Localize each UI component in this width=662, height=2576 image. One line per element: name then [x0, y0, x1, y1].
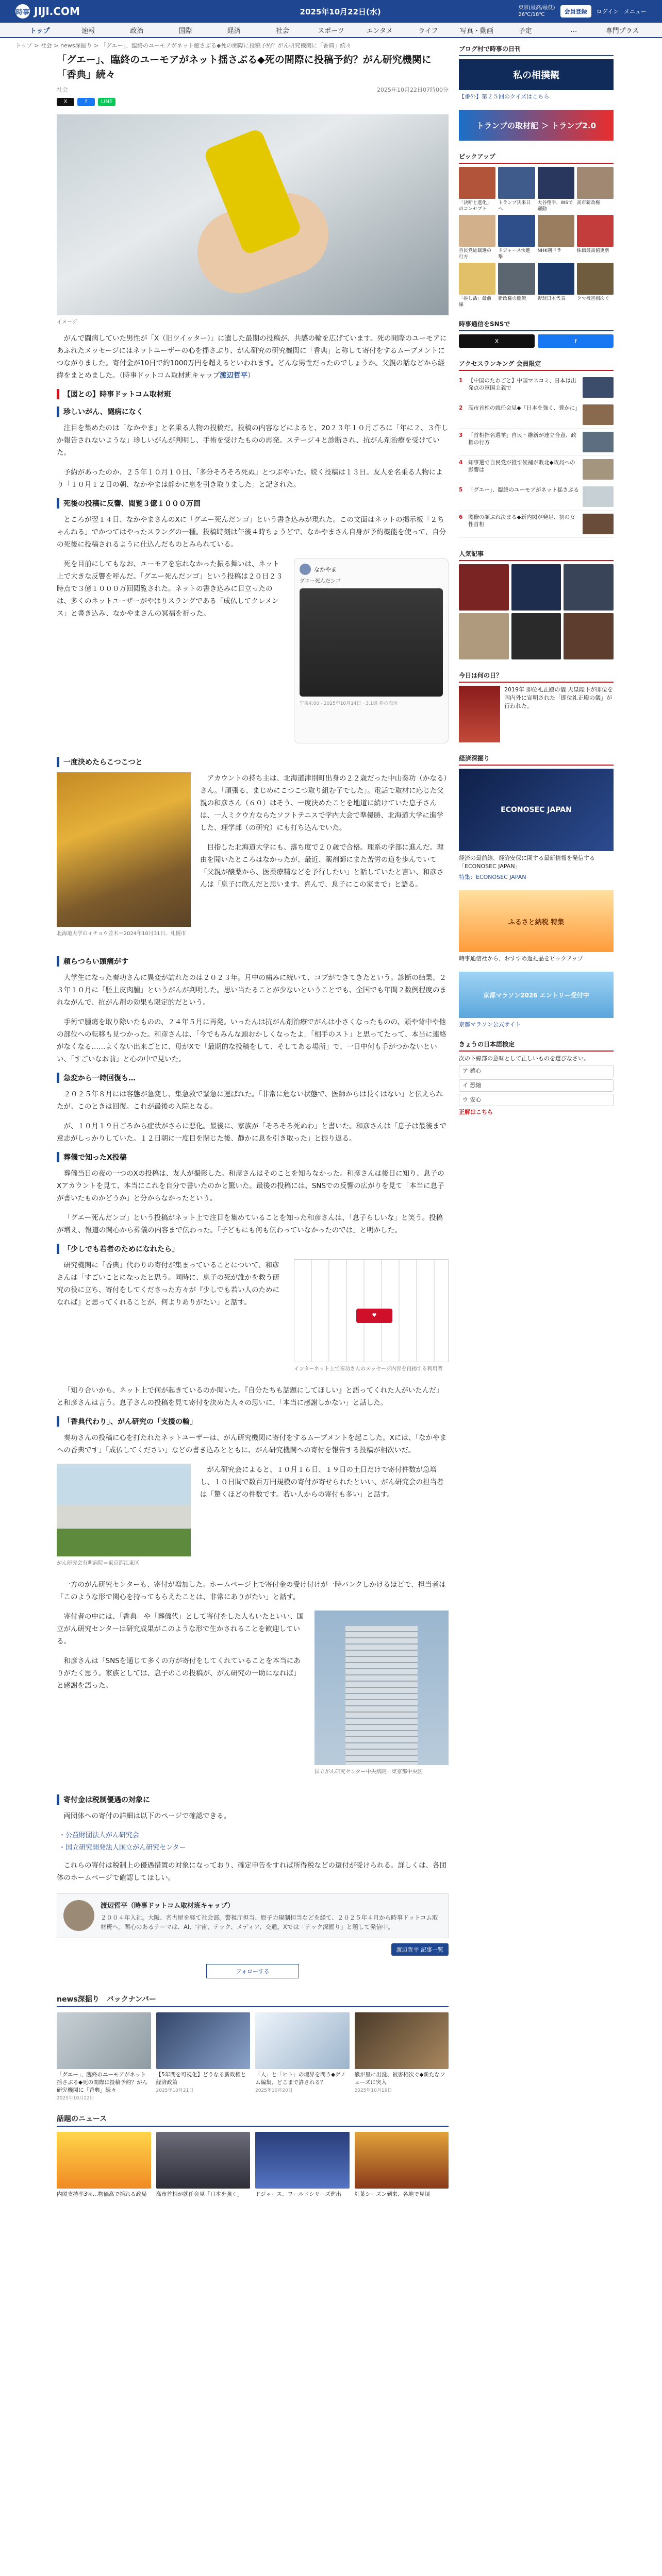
people-item[interactable] — [564, 564, 614, 611]
nav-item-life[interactable]: ライフ — [418, 27, 438, 35]
pickup-item[interactable] — [577, 263, 614, 308]
header-date: 2025年10月22日(水) — [300, 7, 381, 16]
sns-box — [459, 317, 614, 348]
hospital-image — [57, 1464, 191, 1556]
ranking-item[interactable] — [459, 483, 614, 511]
card-thumb — [57, 2012, 151, 2069]
today-heading: 今日は何の日？ — [459, 669, 614, 683]
figure-ginkgo — [57, 772, 191, 944]
related-card[interactable] — [156, 2012, 251, 2101]
figure-doorsign — [294, 1259, 449, 1379]
hero-caption: イメージ — [57, 319, 77, 325]
ranking-thumb — [583, 404, 614, 425]
follow-button[interactable]: フォローする — [206, 1964, 299, 1978]
global-nav — [0, 23, 662, 38]
doorsign-hand: ♥ — [356, 1309, 392, 1323]
card-date: 2025年10月20日 — [255, 2088, 293, 2093]
nav-item-breaking[interactable]: 速報 — [81, 27, 95, 35]
pickup-item[interactable] — [498, 167, 535, 212]
people-item[interactable] — [459, 613, 509, 659]
share-line-button[interactable]: LINE — [98, 98, 115, 106]
trump-ad[interactable]: トランプの取材記 ＞ トランプ2.0 — [459, 110, 614, 141]
today-image — [459, 686, 500, 742]
login-link[interactable]: ログイン — [596, 8, 619, 15]
pickup-thumb — [577, 167, 614, 199]
ranking-item[interactable] — [459, 429, 614, 456]
pickup-thumb — [498, 215, 535, 247]
article-main — [57, 53, 449, 2211]
section-heading-3: 一度決めたらこつこつと — [57, 757, 449, 767]
related-card[interactable] — [57, 2012, 151, 2101]
recent-heading: 話題のニュース — [57, 2113, 449, 2127]
pickup-thumb — [577, 215, 614, 247]
quiz-question: 次の下線部の意味として正しいものを選びなさい。 — [459, 1055, 589, 1062]
pickup-title: 「推し活」最前線 — [459, 296, 492, 308]
section-heading-5: 急変から一時回復も… — [57, 1073, 449, 1083]
card-thumb — [255, 2012, 350, 2069]
recent-card[interactable] — [255, 2132, 350, 2198]
econ-heading: 経済深掘り — [459, 752, 614, 766]
tweet-header — [300, 564, 443, 575]
card-thumb — [156, 2012, 251, 2069]
furusato-banner[interactable]: ふるさと納税 特集 — [459, 890, 614, 952]
pickup-thumb — [459, 263, 495, 295]
card-title: 内閣支持率3％…物価高で揺れる政局 — [57, 2191, 147, 2197]
ranking-title: 「首相指名選挙」自民・維新が連立合意、政権の行方 — [468, 432, 576, 446]
people-thumb — [511, 564, 561, 611]
section-heading-6: 葬儀で知ったX投稿 — [57, 1152, 449, 1162]
people-item[interactable] — [511, 613, 561, 659]
nav-item-plus[interactable]: 専門プラス — [605, 27, 639, 35]
pickup-item[interactable] — [459, 263, 495, 308]
pickup-title: NHK朝ドラ — [537, 248, 561, 253]
paragraph: 奏功さんの投稿に心を打たれたネットユーザーは、がん研究機関に寄付をするムーブメントを起こした。Xには、「なかやまへの香典です」「成仏してください」などの書き込みとともに、がん研究機関への寄付を報告する投稿が相次いだ。 — [57, 1434, 447, 1454]
pickup-thumb — [459, 167, 495, 199]
card-thumb — [255, 2132, 350, 2189]
pickup-thumb — [538, 167, 574, 199]
logo-mark: 時事 — [15, 4, 30, 19]
section-heading-2: 死後の投稿に反響、閲覧３億１０００万回 — [57, 498, 449, 509]
ranking-heading: アクセスランキング 会員限定 — [459, 357, 614, 371]
article-title: 「グエー」、臨終のユーモアがネット揺さぶる◆死の間際に投稿予約？がん研究機関に「香典」続々 — [57, 54, 432, 80]
ranking-title: 高市首相の就任会見◆「日本を強く、豊かに」 — [468, 405, 581, 411]
card-thumb — [355, 2132, 449, 2189]
paragraph: 和彦さんは「SNSを通じて多くの方が寄付をしてくれていることを本当にありがたく思う。家族としては、息子のこの投稿が、がん研究の一助になれば」と感謝を語った。 — [57, 1657, 301, 1690]
card-title: ドジャース、ワールドシリーズ進出 — [255, 2191, 341, 2197]
doorsign-image — [294, 1259, 449, 1362]
rank-number: 3 — [459, 432, 463, 438]
nav-item-world[interactable]: 国際 — [178, 27, 192, 35]
top-bar — [0, 0, 662, 23]
article-datetime: 2025年10月22日07時00分 — [377, 87, 449, 93]
ranking-list — [459, 374, 614, 538]
paragraph: 研究機関に「香典」代わりの寄付が集まっていることについて、和彦さんは「すごいことになったと思う。同時に、息子の死が誰かを救う研究の役に立ち、寄付をしてくださった方々が『少しでも若い人のためになれば』と思ってくれることが、何よりありがたい」と話す。 — [57, 1261, 279, 1307]
article-category[interactable]: 社会 — [57, 87, 68, 93]
building-caption: 国立がん研究センター中央病院＝東京都中央区 — [315, 1769, 423, 1775]
ranking-item[interactable] — [459, 456, 614, 483]
sidebar-top-banner-label: ブログ村で時事の日刊 — [459, 42, 614, 56]
logo-text: JIJI.COM — [34, 5, 80, 18]
paragraph: 葬儀当日の夜の一つのXの投稿は、友人が撮影した。和彦さんはそのことを知らなかった。和彦さんは後日に知り、息子のXアカウントを見て、本当にこれを自分で書いたのかと驚いた。最後の投稿には、SNSでの反響の広がりを見て「本当に息子が書いたものかどうか」と分からなかったという。 — [57, 1170, 444, 1202]
pickup-grid — [459, 167, 614, 308]
quiz-heading: きょうの日本語検定 — [459, 1038, 614, 1052]
paragraph: これらの寄付は税制上の優遇措置の対象になっており、確定申告をすれば所得税などの還付が受けられる。詳しくは、各団体のホームページで確認してほしい。 — [57, 1861, 446, 1882]
recent-card[interactable] — [355, 2132, 449, 2198]
ranking-title: 【中国のたわごと】中国マスコミ、日本は出発点の軍国主義で — [468, 378, 576, 391]
nav-item-schedule[interactable]: 予定 — [518, 27, 532, 35]
pickup-title: 株価最高値更新 — [576, 248, 609, 253]
author-photo — [63, 1900, 94, 1931]
site-logo[interactable] — [15, 4, 80, 19]
nav-item-top[interactable]: トップ — [29, 27, 50, 35]
people-heading: 人気記事 — [459, 547, 614, 561]
pickup-item[interactable] — [498, 215, 535, 260]
weather[interactable]: 東京(最高/最低) 26℃/18℃ — [518, 5, 555, 18]
figure-hospital — [57, 1464, 191, 1573]
ranking-thumb — [583, 377, 614, 398]
hospital-caption: がん研究会有明病院＝東京都江東区 — [57, 1561, 139, 1566]
paragraph: 予約があったのか、２５年１０月１０日、「多分そろそろ死ぬ」とつぶやいた。続く投稿は１３日。友人を名乗る人物により「１０月１２日の朝、なかやまは静かに息を引き取りました」と記された。 — [57, 468, 443, 489]
card-title: 熊が里に出没、被害相次ぐ◆新たなフェーズに突入 — [354, 2072, 445, 2086]
ranking-title: 「グエー」、臨終のユーモアがネット揺さぶる — [468, 487, 580, 493]
paragraph: 手術で腫瘍を取り除いたものの、２４年５月に再発。いったんは抗がん剤治療でがんは小さくなったものの、頭や背中や他の部位への転移も見つかった。和彦さんは、「今でもみんな頭おかしくなったよ」「相手のスト」と思ってたって、本当に連絡がなくなる……よくない出来ごとに、母がXで「最期的な投稿をして、そしてある場所」で、一日中何も手がつかないといい、「すごいなお前」と心の中で見いた。 — [57, 1018, 446, 1063]
ranking-thumb — [583, 486, 614, 507]
share-x-button[interactable]: X — [57, 98, 74, 106]
pickup-item[interactable] — [577, 167, 614, 212]
related-cards — [57, 2012, 449, 2101]
quiz-option[interactable]: イ 恐縮 — [459, 1079, 614, 1092]
pickup-item[interactable] — [538, 215, 574, 260]
sns-facebook-button[interactable]: f — [538, 334, 614, 348]
hero-image — [57, 114, 449, 315]
rank-number: 1 — [459, 378, 463, 384]
nav-item-entame[interactable]: エンタメ — [366, 27, 393, 35]
pickup-thumb — [538, 263, 574, 295]
furusato-box[interactable] — [459, 890, 614, 962]
econ-box — [459, 752, 614, 881]
pickup-thumb — [577, 263, 614, 295]
people-thumb — [459, 613, 509, 659]
ranking-title: 知事選で自民党が推す候補が敗北◆政局への影響は — [468, 460, 575, 473]
card-title: 「グエー」、臨終のユーモアがネット揺さぶる◆死の間際に投稿予約？がん研究機関に「香典」続々 — [57, 2072, 148, 2093]
author-articles-button[interactable]: 渡辺哲平 記事一覧 — [391, 1943, 449, 1956]
pickup-item[interactable] — [577, 215, 614, 260]
breadcrumb[interactable]: トップ > 社会 > news深掘り > 「グエー」、臨終のユーモアがネット癒さぶる◆死の間際に投稿予約？がん研究機関に「香典」続々 — [15, 42, 352, 49]
pickup-title: クマ被害相次ぐ — [576, 296, 609, 301]
nav-item-photo[interactable]: 写真・動画 — [459, 27, 493, 35]
people-item[interactable] — [459, 564, 509, 611]
paragraph: 大学生になった奏功さんに異変が訪れたのは２０２３年。月中の痛みに続いて、コブができてきたという。診断の結果、２３年１０月に「胚上皮肉腫」というがんが判明した。思い当たることが少ないということでも、全国でも年間２数例程度のまれながんで、抗がん剤の効果も限定的だという。 — [57, 974, 446, 1007]
card-date: 2025年10月22日 — [57, 2096, 94, 2101]
card-thumb — [57, 2132, 151, 2189]
link-ncc[interactable]: ・国立研究開発法人国立がん研究センター — [59, 1844, 186, 1852]
ranking-title: 閣僚の顔ぶれ決まる◆新内閣が発足、初の女性首相 — [468, 514, 575, 528]
ranking-thumb — [583, 459, 614, 480]
card-thumb — [156, 2132, 251, 2189]
paragraph: 「知り合いから、ネット上で何が起きているのか聞いた。『自分たちも話題にしてほしい』と語ってくれた人がいたんだ」と和彦さんは言う。息子さんの投稿を見て寄付を決めた人々の思いに、「本当に感謝しかない」と話した。 — [57, 1386, 443, 1407]
pickup-title: 野球日本代表 — [537, 296, 566, 301]
paragraph: 「グエー死んだンゴ」という投稿がネット上で注目を集めていることを知った和彦さんは、「息子らしいな」と笑う。投稿が増え、報道の関心から葬儀の内容まで伝わった。「子どもにも何も伝わっていなかったのでは」と明かした。 — [57, 1214, 443, 1234]
lead-text: がんで闘病していた男性が「X（旧ツイッター）」に遺した最期の投稿が、共感の輪を広げています。死の間際のユーモアにあふれたメッセージにはネットユーザーの心を揺さぶり、がん研究の研究機関に「香典」と称して寄付をするムーブメントにつながりました。寄付金が10日で約1000万円を超えるといわれます。どんな男性だったのでしょうか。父親の話などから経緯をまとめました。（時事ドットコム取材班キャップ — [57, 334, 447, 380]
pickup-item[interactable] — [459, 167, 495, 212]
contents-label: 【図との】時事ドットコム取材班 — [57, 389, 449, 399]
paragraph: ２０２５年８月には容態が急変し、集急救で緊急に運ばれた。「非常に危ない状態で、医師からは長くはない」と伝えられたが、このときは回復。これが最後の入院となる。 — [57, 1090, 443, 1111]
tweet-author: なかやま — [314, 566, 337, 573]
pickup-thumb — [498, 167, 535, 199]
pickup-box — [459, 150, 614, 308]
ranking-thumb — [583, 514, 614, 534]
pickup-title: 高市新政権 — [576, 200, 600, 206]
nav-item-more[interactable]: … — [570, 26, 577, 34]
register-button[interactable]: 会員登録 — [560, 5, 591, 18]
rank-number: 5 — [459, 487, 463, 493]
pickup-title: ドジャース快進撃 — [498, 248, 531, 260]
rank-number: 4 — [459, 460, 463, 466]
rank-number: 6 — [459, 514, 463, 520]
pickup-title: トランプ氏来日へ — [498, 200, 531, 212]
card-title: 【5年間を可視化】どうなる新政権と経済政策 — [156, 2072, 246, 2086]
ranking-item[interactable] — [459, 511, 614, 538]
related-heading: news深掘り バックナンバー — [57, 1994, 449, 2007]
card-date: 2025年10月21日 — [156, 2088, 194, 2093]
section-heading-1: 珍しいがん、闘病になく — [57, 406, 449, 417]
sidebar-top-banner[interactable] — [459, 42, 614, 100]
recent-card[interactable] — [57, 2132, 151, 2198]
pickup-heading: ピックアップ — [459, 150, 614, 164]
card-date: 2025年10月19日 — [354, 2088, 392, 2093]
menu-button[interactable]: メニュー — [623, 8, 647, 15]
pickup-title: 「決断と進化」のコンセプト — [459, 200, 492, 212]
section-heading-9: 寄付金は税制優遇の対象に — [57, 1794, 449, 1805]
doorsign-caption: インターネット上で奏功さんのメッセージ内容を再掲する利用者 — [294, 1366, 443, 1372]
marathon-link[interactable]: 京都マラソン公式サイト — [459, 1021, 521, 1028]
paragraph: がん研究会によると、１０月１６日、１９日の土日だけで寄付件数が急増し、１０日間で数百万円規模の寄付が寄せられたといい、がん研究会の担当者は「驚くほどの件数です。若い人からの寄付も多い」と話す。 — [200, 1466, 444, 1499]
tweet-footer: 午後4:00 · 2025年10月14日 · 3.1億 件の表示 — [300, 701, 398, 706]
today-text: 2019年 即位礼正殿の儀 天皇陛下が即位を国内外に宣明された「即位礼正殿の儀」が行われた。 — [504, 686, 613, 709]
paragraph: 注目を集めたのは「なかやま」と名乗る人物の投稿だ。投稿の内容などによると、20２３年１０月ごろに「年に２、３件しか報告されないような」珍しいがんが判明し、手術を受けたものの再発。ステージ４と診断され、抗がん剤治療を受けていた。 — [57, 424, 449, 457]
header-actions — [518, 5, 647, 18]
card-title: 「人」と「ヒト」の境界を問う◆ゲノム編集、どこまで許される？ — [255, 2072, 346, 2086]
ginkgo-image — [57, 772, 191, 927]
paragraph: 目指した北海道大学にも、落ち度で２０歳で合格。理系の学部に進んだ。理由を聞いたところはなかったが、最近、薬剤師にまた苦労の道を歩んでいて「父親が醸薬から、医薬療精などを予行したい」と話していたと言い、和彦さんは「息子に欣んだと思います。喜んで、息子にこの家まで」と語る。 — [200, 843, 444, 889]
quiz-answer-link[interactable]: 正解はこちら — [459, 1109, 493, 1115]
pickup-title: 大谷翔平、WSで躍動 — [537, 200, 573, 212]
ginkgo-caption: 北海道大学のイチョウ並木＝2024年10月31日、札幌市 — [57, 931, 186, 937]
card-thumb — [355, 2012, 449, 2069]
nav-item-sports[interactable]: スポーツ — [318, 27, 344, 35]
tweet-text: グエー死んだンゴ — [300, 579, 341, 584]
people-thumb — [564, 613, 614, 659]
pickup-item[interactable] — [538, 263, 574, 308]
quiz-box — [459, 1038, 614, 1116]
ranking-box — [459, 357, 614, 538]
related-card[interactable] — [255, 2012, 350, 2101]
avatar — [300, 564, 311, 575]
pickup-item[interactable] — [459, 215, 495, 260]
lead-author-link[interactable]: 渡辺哲平 — [220, 371, 248, 380]
people-box — [459, 547, 614, 659]
pickup-item[interactable] — [498, 263, 535, 308]
sidebar-ad1[interactable] — [459, 110, 614, 141]
paragraph: ところが翌１４日、なかやまさんのXに「グエー死んだンゴ」という書き込みが現れた。この文面はネットの掲示板「２ちゃんねる」でかつてはやったスラングの一種。投稿時刻は午後４時ちょうどで、なかやまさん自身が予約機能を使って、自分の死後に投稿されるように仕込んだものとみられている。 — [57, 516, 446, 549]
sns-x-button[interactable]: X — [459, 334, 535, 348]
people-thumb — [511, 613, 561, 659]
card-title: 高市首相が就任会見「日本を強く」 — [156, 2191, 243, 2197]
people-item[interactable] — [564, 613, 614, 659]
link-gan-kenkyukai[interactable]: ・公益財団法人がん研究会 — [59, 1832, 140, 1839]
people-grid — [459, 564, 614, 659]
paragraph: が、１０月１９日ごろから症状がさらに悪化。最後に、家族が「そろそろ死ぬわ」と書いた。和彦さんは「息子は最後まで意志がしっかりしていた。１２日朝に一度目を閉じた後、静かに息を引き取った」と振り返る。 — [57, 1122, 446, 1143]
ranking-item[interactable] — [459, 401, 614, 429]
marathon-box[interactable] — [459, 972, 614, 1028]
pickup-item[interactable] — [538, 167, 574, 212]
nav-item-politics[interactable]: 政治 — [130, 27, 144, 35]
quiz — [459, 1055, 614, 1116]
econ-text: 経済の最前線、経済安保に関する最新情報を発信する「ECONOSEC JAPAN」 — [459, 855, 595, 870]
section-heading-4: 頼らつらい頭痛がす — [57, 956, 449, 967]
sns-buttons — [459, 334, 614, 348]
today-content[interactable] — [459, 686, 614, 742]
people-item[interactable] — [511, 564, 561, 611]
lead-paragraph — [57, 332, 449, 382]
share-facebook-button[interactable]: f — [77, 98, 95, 106]
paragraph: 両団体への寄付の詳細は以下のページで確認できる。 — [63, 1812, 231, 1820]
sns-heading: 時事通信をSNSで — [459, 317, 614, 331]
article-byline — [57, 86, 449, 94]
recent-cards — [57, 2132, 449, 2198]
recent-card[interactable] — [156, 2132, 251, 2198]
paragraph: アカウントの持ち主は、北海道津別町出身の２２歳だった中山奏功（かなる）さん。「頑張る、まじめにこつこつ取り組む子でした」。電話で取材に応じた父親の和彦さん（６０）はそう、一度決めたことを地道に続けていた息子さんは、一人ミクウ方ならたソフトテニスで学内大会で準優勝、北海道大学に進学した、理学部（の研究）にも打ち込んでいた。 — [200, 774, 448, 832]
paragraph: 死を目前にしてもなお、ユーモアを忘れなかった振る舞いは、ネット上で大きな反響を呼んだ。「グエー死んだンゴ」という投稿は２０日２３時点で３億１０００万回閲覧された。ネットの書き込みに目立ったのは、多くのネットユーザーがやはりスラングである「成仏してクレメンス」と書き込み、なかやまさんの冥福を祈った。 — [57, 560, 283, 618]
ranking-item[interactable] — [459, 374, 614, 401]
rank-number: 2 — [459, 405, 463, 411]
author-name[interactable]: 渡辺哲平（時事ドットコム取材班キャップ） — [101, 1902, 235, 1910]
figure-building — [315, 1611, 449, 1782]
pickup-thumb — [459, 215, 495, 247]
quiz-option[interactable]: ウ 安心 — [459, 1094, 614, 1106]
today-box — [459, 669, 614, 742]
aigo-banner[interactable]: 私の相撲観 — [459, 59, 614, 90]
lead-close: ） — [247, 371, 255, 380]
paragraph: 一方のがん研究センターも、寄付が増加した。ホームページ上で寄付金の受け付けが一時パンクしかけるほどで、担当者は「このような形で関心を持ってもらえたことは、非常にありがたい」と話す。 — [57, 1581, 446, 1601]
card-title: 紅葉シーズン到来、各地で見頃 — [354, 2191, 430, 2197]
marathon-banner[interactable]: 京都マラソン2026 エントリー受付中 — [459, 972, 614, 1018]
ranking-thumb — [583, 432, 614, 452]
sidebar — [459, 42, 614, 1126]
section-heading-8: 「香典代わり」、がん研究の「支援の輪」 — [57, 1416, 449, 1427]
aigo-sub[interactable]: 【番外】第２５回のクイズはこちら — [459, 93, 550, 100]
related-card[interactable] — [355, 2012, 449, 2101]
embedded-tweet[interactable] — [294, 558, 449, 743]
people-thumb — [564, 564, 614, 611]
quiz-option[interactable]: ア 感心 — [459, 1065, 614, 1077]
pickup-thumb — [498, 263, 535, 295]
econ-link[interactable]: 特集：ECONOSEC JAPAN — [459, 874, 526, 880]
people-thumb — [459, 564, 509, 611]
share-buttons — [57, 98, 449, 106]
author-box — [57, 1893, 449, 1938]
author-description: ２００４年入社。大阪、名古屋を経て社会部。警視庁担当、原子力規制担当などを経て、２０２５年４月から時事ドットコム取材班へ。関心のあるテーマは、AI、宇宙、テック、メディア、交通。Xでは「テック深掘り」と題して発信中。 — [101, 1914, 438, 1930]
nav-item-economy[interactable]: 経済 — [227, 27, 241, 35]
nav-item-society[interactable]: 社会 — [275, 27, 289, 35]
author-links — [57, 1943, 449, 1956]
tweet-image — [300, 588, 443, 697]
section-heading-7: 「少しでも若者のためになれたら」 — [57, 1244, 449, 1254]
paragraph: 寄付者の中には、「香典」や「葬儀代」として寄付をした人もいたといい、国立がん研究センターは研究成果がこのような形で生かされることを歓迎している。 — [57, 1613, 304, 1646]
building-image — [315, 1611, 449, 1765]
econosec-banner[interactable]: ECONOSEC JAPAN — [459, 769, 614, 851]
pickup-title: 自民党総裁選の行方 — [459, 248, 492, 260]
pickup-thumb — [538, 215, 574, 247]
pickup-title: 新政権の閣僚 — [498, 296, 526, 301]
furusato-sub: 時事通信社から、おすすめ返礼品をピックアップ — [459, 955, 583, 962]
